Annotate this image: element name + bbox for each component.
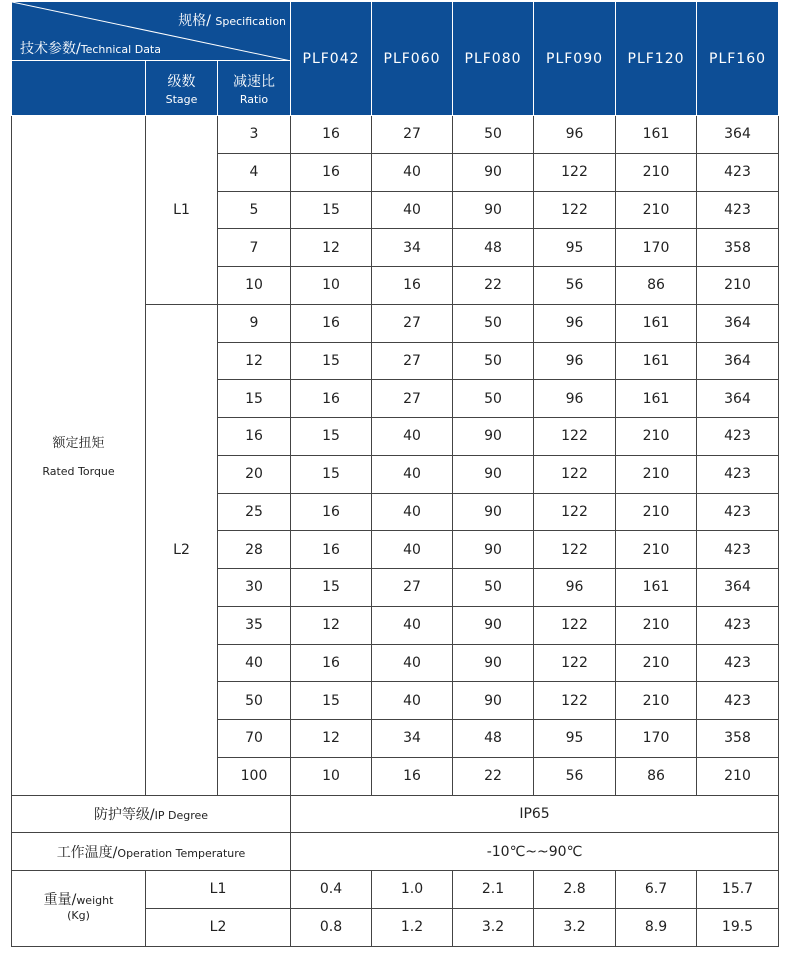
ratio-cell: 30 xyxy=(218,569,291,607)
torque-value-cell: 12 xyxy=(291,229,372,267)
torque-value-cell: 15 xyxy=(291,418,372,456)
torque-value-cell: 210 xyxy=(697,757,779,795)
torque-value-cell: 50 xyxy=(453,380,534,418)
stage-cell: L1 xyxy=(146,116,218,305)
torque-value-cell: 16 xyxy=(291,153,372,191)
weight-value-cell: 8.9 xyxy=(616,908,697,946)
torque-value-cell: 364 xyxy=(697,116,779,154)
weight-value-cell: 3.2 xyxy=(534,908,616,946)
torque-value-cell: 16 xyxy=(372,757,453,795)
weight-value-cell: 3.2 xyxy=(453,908,534,946)
torque-value-cell: 364 xyxy=(697,569,779,607)
ratio-cell: 50 xyxy=(218,682,291,720)
torque-value-cell: 423 xyxy=(697,153,779,191)
torque-value-cell: 364 xyxy=(697,380,779,418)
torque-value-cell: 40 xyxy=(372,606,453,644)
weight-value-cell: 0.8 xyxy=(291,908,372,946)
tech-data-label xyxy=(20,38,161,58)
torque-value-cell: 358 xyxy=(697,229,779,267)
torque-value-cell: 90 xyxy=(453,531,534,569)
weight-value-cell: 2.1 xyxy=(453,871,534,909)
torque-value-cell: 22 xyxy=(453,267,534,305)
torque-value-cell: 27 xyxy=(372,380,453,418)
ip-degree-value: IP65 xyxy=(291,795,779,833)
header-corner-cell xyxy=(12,2,291,61)
ratio-cell: 25 xyxy=(218,493,291,531)
operation-temperature-row xyxy=(12,833,779,871)
torque-value-cell: 423 xyxy=(697,682,779,720)
tech-label-zh: 技术参数/ xyxy=(20,41,81,57)
ip-degree-en: IP Degree xyxy=(154,808,209,822)
ip-degree-label xyxy=(12,795,291,833)
torque-value-cell: 122 xyxy=(534,493,616,531)
torque-value-cell: 364 xyxy=(697,342,779,380)
torque-value-cell: 48 xyxy=(453,720,534,758)
torque-value-cell: 40 xyxy=(372,418,453,456)
ratio-cell: 40 xyxy=(218,644,291,682)
header-blank-cell xyxy=(12,61,146,116)
spec-table xyxy=(11,1,779,947)
torque-value-cell: 96 xyxy=(534,569,616,607)
torque-value-cell: 15 xyxy=(291,682,372,720)
torque-value-cell: 15 xyxy=(291,342,372,380)
weight-row xyxy=(12,871,779,909)
ratio-cell: 15 xyxy=(218,380,291,418)
ratio-header-en: Ratio xyxy=(239,92,269,106)
model-header: PLF090 xyxy=(534,2,616,116)
torque-value-cell: 16 xyxy=(372,267,453,305)
rated-torque-label xyxy=(12,116,146,796)
torque-value-cell: 423 xyxy=(697,418,779,456)
torque-value-cell: 16 xyxy=(291,493,372,531)
torque-value-cell: 27 xyxy=(372,304,453,342)
torque-value-cell: 16 xyxy=(291,380,372,418)
torque-value-cell: 423 xyxy=(697,531,779,569)
torque-value-cell: 16 xyxy=(291,304,372,342)
torque-value-cell: 210 xyxy=(616,455,697,493)
torque-value-cell: 161 xyxy=(616,380,697,418)
spec-label-zh: 规格/ xyxy=(178,13,211,29)
torque-value-cell: 210 xyxy=(616,682,697,720)
torque-value-cell: 122 xyxy=(534,682,616,720)
torque-value-cell: 210 xyxy=(616,191,697,229)
ratio-cell: 20 xyxy=(218,455,291,493)
ratio-cell: 12 xyxy=(218,342,291,380)
torque-value-cell: 161 xyxy=(616,116,697,154)
torque-value-cell: 122 xyxy=(534,606,616,644)
torque-value-cell: 122 xyxy=(534,644,616,682)
torque-value-cell: 15 xyxy=(291,191,372,229)
torque-value-cell: 423 xyxy=(697,493,779,531)
ratio-cell: 16 xyxy=(218,418,291,456)
stage-header-zh: 级数 xyxy=(167,73,196,90)
torque-value-cell: 210 xyxy=(616,531,697,569)
torque-value-cell: 210 xyxy=(616,644,697,682)
torque-value-cell: 122 xyxy=(534,191,616,229)
operation-temperature-zh: 工作温度/ xyxy=(56,844,118,861)
ratio-cell: 5 xyxy=(218,191,291,229)
ratio-cell: 10 xyxy=(218,267,291,305)
weight-label-en: weight xyxy=(76,894,114,908)
torque-value-cell: 96 xyxy=(534,116,616,154)
torque-value-cell: 40 xyxy=(372,191,453,229)
torque-value-cell: 423 xyxy=(697,606,779,644)
torque-value-cell: 96 xyxy=(534,342,616,380)
torque-value-cell: 423 xyxy=(697,644,779,682)
tech-label-en: Technical Data xyxy=(80,43,161,56)
weight-label-zh: 重量/ xyxy=(43,892,77,909)
ratio-cell: 9 xyxy=(218,304,291,342)
torque-value-cell: 364 xyxy=(697,304,779,342)
torque-value-cell: 210 xyxy=(616,606,697,644)
torque-value-cell: 170 xyxy=(616,720,697,758)
spec-label xyxy=(178,10,286,30)
ratio-cell: 28 xyxy=(218,531,291,569)
torque-value-cell: 40 xyxy=(372,493,453,531)
ip-degree-row xyxy=(12,795,779,833)
torque-value-cell: 12 xyxy=(291,720,372,758)
spec-label-en: Specification xyxy=(215,15,287,28)
torque-value-cell: 40 xyxy=(372,153,453,191)
torque-value-cell: 95 xyxy=(534,229,616,267)
torque-value-cell: 161 xyxy=(616,342,697,380)
torque-value-cell: 27 xyxy=(372,569,453,607)
torque-value-cell: 122 xyxy=(534,153,616,191)
torque-value-cell: 423 xyxy=(697,455,779,493)
torque-value-cell: 90 xyxy=(453,644,534,682)
torque-value-cell: 40 xyxy=(372,455,453,493)
torque-value-cell: 90 xyxy=(453,455,534,493)
torque-value-cell: 34 xyxy=(372,229,453,267)
rated-torque-en: Rated Torque xyxy=(42,465,115,479)
torque-value-cell: 161 xyxy=(616,569,697,607)
torque-value-cell: 40 xyxy=(372,644,453,682)
torque-value-cell: 358 xyxy=(697,720,779,758)
weight-value-cell: 1.2 xyxy=(372,908,453,946)
torque-value-cell: 34 xyxy=(372,720,453,758)
weight-value-cell: 6.7 xyxy=(616,871,697,909)
torque-value-cell: 86 xyxy=(616,267,697,305)
torque-value-cell: 22 xyxy=(453,757,534,795)
torque-value-cell: 90 xyxy=(453,606,534,644)
torque-value-cell: 122 xyxy=(534,455,616,493)
torque-value-cell: 48 xyxy=(453,229,534,267)
torque-value-cell: 27 xyxy=(372,116,453,154)
torque-value-cell: 50 xyxy=(453,304,534,342)
ratio-header xyxy=(218,61,291,116)
weight-label xyxy=(12,871,146,947)
model-header: PLF160 xyxy=(697,2,779,116)
weight-unit: (Kg) xyxy=(67,909,90,923)
header-row-models xyxy=(12,2,779,61)
ip-degree-zh: 防护等级/ xyxy=(93,806,155,823)
table-row xyxy=(12,116,779,154)
torque-value-cell: 210 xyxy=(697,267,779,305)
torque-value-cell: 210 xyxy=(616,493,697,531)
torque-value-cell: 96 xyxy=(534,304,616,342)
torque-value-cell: 10 xyxy=(291,267,372,305)
torque-value-cell: 16 xyxy=(291,116,372,154)
torque-value-cell: 40 xyxy=(372,682,453,720)
ratio-cell: 4 xyxy=(218,153,291,191)
model-header: PLF060 xyxy=(372,2,453,116)
weight-stage-cell: L2 xyxy=(146,908,291,946)
ratio-cell: 3 xyxy=(218,116,291,154)
ratio-cell: 35 xyxy=(218,606,291,644)
torque-value-cell: 170 xyxy=(616,229,697,267)
ratio-cell: 100 xyxy=(218,757,291,795)
torque-value-cell: 122 xyxy=(534,418,616,456)
model-header: PLF080 xyxy=(453,2,534,116)
torque-value-cell: 12 xyxy=(291,606,372,644)
weight-value-cell: 1.0 xyxy=(372,871,453,909)
stage-header-en: Stage xyxy=(165,92,198,106)
torque-value-cell: 90 xyxy=(453,493,534,531)
torque-value-cell: 210 xyxy=(616,153,697,191)
torque-value-cell: 96 xyxy=(534,380,616,418)
torque-value-cell: 90 xyxy=(453,418,534,456)
operation-temperature-en: Operation Temperature xyxy=(117,846,246,860)
torque-value-cell: 161 xyxy=(616,304,697,342)
torque-value-cell: 56 xyxy=(534,757,616,795)
torque-value-cell: 15 xyxy=(291,569,372,607)
ratio-header-zh: 减速比 xyxy=(233,73,275,90)
stage-cell: L2 xyxy=(146,304,218,795)
torque-value-cell: 40 xyxy=(372,531,453,569)
torque-value-cell: 95 xyxy=(534,720,616,758)
torque-value-cell: 90 xyxy=(453,153,534,191)
torque-value-cell: 86 xyxy=(616,757,697,795)
torque-value-cell: 16 xyxy=(291,531,372,569)
weight-value-cell: 2.8 xyxy=(534,871,616,909)
stage-header xyxy=(146,61,218,116)
weight-value-cell: 0.4 xyxy=(291,871,372,909)
ratio-cell: 70 xyxy=(218,720,291,758)
torque-value-cell: 50 xyxy=(453,116,534,154)
torque-value-cell: 90 xyxy=(453,682,534,720)
model-header: PLF042 xyxy=(291,2,372,116)
torque-value-cell: 90 xyxy=(453,191,534,229)
torque-value-cell: 122 xyxy=(534,531,616,569)
torque-value-cell: 15 xyxy=(291,455,372,493)
operation-temperature-value: -10℃~~90℃ xyxy=(291,833,779,871)
operation-temperature-label xyxy=(12,833,291,871)
torque-value-cell: 56 xyxy=(534,267,616,305)
torque-value-cell: 423 xyxy=(697,191,779,229)
torque-value-cell: 210 xyxy=(616,418,697,456)
weight-stage-cell: L1 xyxy=(146,871,291,909)
rated-torque-zh: 额定扭矩 xyxy=(52,436,105,452)
torque-value-cell: 50 xyxy=(453,342,534,380)
model-header: PLF120 xyxy=(616,2,697,116)
torque-value-cell: 27 xyxy=(372,342,453,380)
weight-value-cell: 19.5 xyxy=(697,908,779,946)
ratio-cell: 7 xyxy=(218,229,291,267)
weight-value-cell: 15.7 xyxy=(697,871,779,909)
torque-value-cell: 16 xyxy=(291,644,372,682)
torque-value-cell: 50 xyxy=(453,569,534,607)
torque-value-cell: 10 xyxy=(291,757,372,795)
